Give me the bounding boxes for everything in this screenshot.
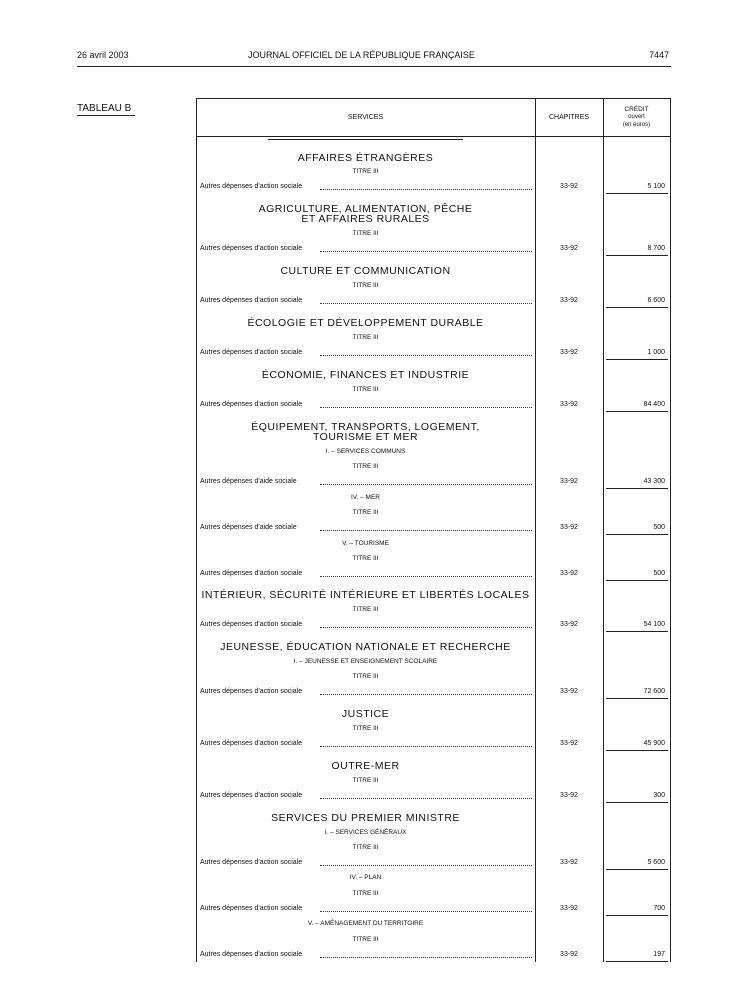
row-amount: 45 900 xyxy=(643,740,665,747)
row-amount: 300 xyxy=(653,792,665,799)
amount-underline xyxy=(606,488,668,489)
row-amount: 5 100 xyxy=(647,183,665,190)
column-header-credit: CRÉDIT xyxy=(624,106,649,113)
section-title: AFFAIRES ÉTRANGÈRES xyxy=(297,152,434,164)
row-amount: 5 600 xyxy=(647,859,665,866)
section-subtitle: TITRE III xyxy=(352,673,379,680)
row-amount: 43 300 xyxy=(643,478,665,485)
dot-leader xyxy=(320,911,532,912)
section-title: CULTURE ET COMMUNICATION xyxy=(280,265,451,277)
section-title: ÉCOLOGIE ET DÉVELOPPEMENT DURABLE xyxy=(247,317,484,329)
dot-leader xyxy=(320,530,532,531)
section-title: ET AFFAIRES RURALES xyxy=(301,213,430,225)
dot-leader xyxy=(320,189,532,190)
amount-underline xyxy=(606,698,668,699)
section-title: TOURISME ET MER xyxy=(312,431,419,443)
amount-underline xyxy=(606,631,668,632)
section-subtitle: TITRE III xyxy=(352,509,379,516)
section-title: SERVICES DU PREMIER MINISTRE xyxy=(271,812,460,824)
dot-leader xyxy=(320,303,532,304)
row-label: Autres dépenses d'action sociale xyxy=(200,859,303,866)
row-label: Autres dépenses d'action sociale xyxy=(200,688,303,695)
table-subheader-rule xyxy=(268,139,463,140)
credit-table xyxy=(196,98,671,962)
row-label: Autres dépenses d'aide sociale xyxy=(200,478,297,485)
section-title: JEUNESSE, ÉDUCATION NATIONALE ET RECHERCHE xyxy=(220,641,511,653)
section-subtitle: V. – TOURISME xyxy=(342,540,389,547)
section-title: ÉCONOMIE, FINANCES ET INDUSTRIE xyxy=(261,369,470,381)
section-subtitle: TITRE III xyxy=(352,725,379,732)
row-chapitre: 33-92 xyxy=(560,951,578,958)
amount-underline xyxy=(606,915,668,916)
row-label: Autres dépenses d'action sociale xyxy=(200,621,303,628)
row-chapitre: 33-92 xyxy=(560,401,578,408)
row-label: Autres dépenses d'action sociale xyxy=(200,570,303,577)
amount-underline xyxy=(606,307,668,308)
amount-underline xyxy=(606,255,668,256)
row-chapitre: 33-92 xyxy=(560,740,578,747)
section-title: AGRICULTURE, ALIMENTATION, PÊCHE xyxy=(258,203,473,215)
section-subtitle: I. – JEUNESSE ET ENSEIGNEMENT SCOLAIRE xyxy=(293,658,438,665)
section-subtitle: TITRE III xyxy=(352,168,379,175)
section-subtitle: I. – SERVICES GÉNÉRAUX xyxy=(324,829,407,836)
section-subtitle: TITRE III xyxy=(352,334,379,341)
row-amount: 6 600 xyxy=(647,297,665,304)
section-subtitle: TITRE III xyxy=(352,230,379,237)
row-label: Autres dépenses d'action sociale xyxy=(200,792,303,799)
row-chapitre: 33-92 xyxy=(560,792,578,799)
section-title: JUSTICE xyxy=(341,708,390,720)
section-subtitle: TITRE III xyxy=(352,844,379,851)
section-subtitle: TITRE III xyxy=(352,386,379,393)
row-amount: 8 700 xyxy=(647,245,665,252)
row-amount: 700 xyxy=(653,905,665,912)
section-subtitle: I. – SERVICES COMMUNS xyxy=(325,448,406,455)
row-chapitre: 33-92 xyxy=(560,905,578,912)
dot-leader xyxy=(320,484,532,485)
amount-underline xyxy=(606,869,668,870)
row-label: Autres dépenses d'action sociale xyxy=(200,401,303,408)
row-chapitre: 33-92 xyxy=(560,688,578,695)
header-page-number: 7447 xyxy=(649,50,670,60)
table-border-top xyxy=(196,98,671,99)
dot-leader xyxy=(320,957,532,958)
column-header-services: SERVICES xyxy=(347,114,384,121)
section-title: ÉQUIPEMENT, TRANSPORTS, LOGEMENT, xyxy=(251,421,480,433)
header-date: 26 avril 2003 xyxy=(77,50,129,60)
section-subtitle: IV. – MER xyxy=(350,494,381,501)
header-title: JOURNAL OFFICIEL DE LA RÉPUBLIQUE FRANÇAISE xyxy=(248,50,475,60)
dot-leader xyxy=(320,798,532,799)
row-label: Autres dépenses d'action sociale xyxy=(200,905,303,912)
amount-underline xyxy=(606,802,668,803)
row-label: Autres dépenses d'action sociale xyxy=(200,183,303,190)
row-chapitre: 33-92 xyxy=(560,297,578,304)
column-header-chapitres: CHAPITRES xyxy=(548,114,590,121)
row-amount: 54 100 xyxy=(643,621,665,628)
dot-leader xyxy=(320,576,532,577)
dot-leader xyxy=(320,627,532,628)
section-subtitle: TITRE III xyxy=(352,890,379,897)
row-chapitre: 33-92 xyxy=(560,183,578,190)
header-rule xyxy=(77,66,671,67)
amount-underline xyxy=(606,961,668,962)
dot-leader xyxy=(320,251,532,252)
amount-underline xyxy=(606,193,668,194)
section-subtitle: IV. – PLAN xyxy=(349,874,382,881)
section-title: OUTRE-MER xyxy=(331,760,400,772)
row-amount: 72 600 xyxy=(643,688,665,695)
section-subtitle: TITRE III xyxy=(352,606,379,613)
row-label: Autres dépenses d'action sociale xyxy=(200,740,303,747)
amount-underline xyxy=(606,750,668,751)
section-subtitle: TITRE III xyxy=(352,282,379,289)
dot-leader xyxy=(320,407,532,408)
table-header-rule xyxy=(196,136,671,137)
row-chapitre: 33-92 xyxy=(560,349,578,356)
section-title: INTÉRIEUR, SÉCURITÉ INTÉRIEURE ET LIBERTÉS LOCALES xyxy=(201,589,530,601)
row-label: Autres dépenses d'aide sociale xyxy=(200,524,297,531)
row-amount: 500 xyxy=(653,570,665,577)
row-chapitre: 33-92 xyxy=(560,859,578,866)
row-amount: 500 xyxy=(653,524,665,531)
amount-underline xyxy=(606,534,668,535)
tableau-underline xyxy=(77,115,135,116)
table-border-right xyxy=(670,98,671,962)
dot-leader xyxy=(320,355,532,356)
section-subtitle: TITRE III xyxy=(352,936,379,943)
dot-leader xyxy=(320,746,532,747)
row-label: Autres dépenses d'action sociale xyxy=(200,951,303,958)
section-subtitle: TITRE III xyxy=(352,463,379,470)
row-chapitre: 33-92 xyxy=(560,245,578,252)
section-subtitle: TITRE III xyxy=(352,555,379,562)
column-header-credit-ouvert: ouvert xyxy=(628,114,645,120)
tableau-label: TABLEAU B xyxy=(77,103,132,114)
row-label: Autres dépenses d'action sociale xyxy=(200,245,303,252)
dot-leader xyxy=(320,694,532,695)
column-header-credit-unit: (en euros) xyxy=(622,122,651,128)
section-subtitle: V. – AMÉNAGEMENT DU TERRITOIRE xyxy=(307,920,424,927)
row-chapitre: 33-92 xyxy=(560,570,578,577)
row-amount: 84 400 xyxy=(643,401,665,408)
section-subtitle: TITRE III xyxy=(352,777,379,784)
row-chapitre: 33-92 xyxy=(560,621,578,628)
row-amount: 197 xyxy=(653,951,665,958)
row-label: Autres dépenses d'action sociale xyxy=(200,349,303,356)
amount-underline xyxy=(606,580,668,581)
row-chapitre: 33-92 xyxy=(560,524,578,531)
row-label: Autres dépenses d'action sociale xyxy=(200,297,303,304)
row-chapitre: 33-92 xyxy=(560,478,578,485)
amount-underline xyxy=(606,411,668,412)
amount-underline xyxy=(606,359,668,360)
row-amount: 1 000 xyxy=(647,349,665,356)
dot-leader xyxy=(320,865,532,866)
